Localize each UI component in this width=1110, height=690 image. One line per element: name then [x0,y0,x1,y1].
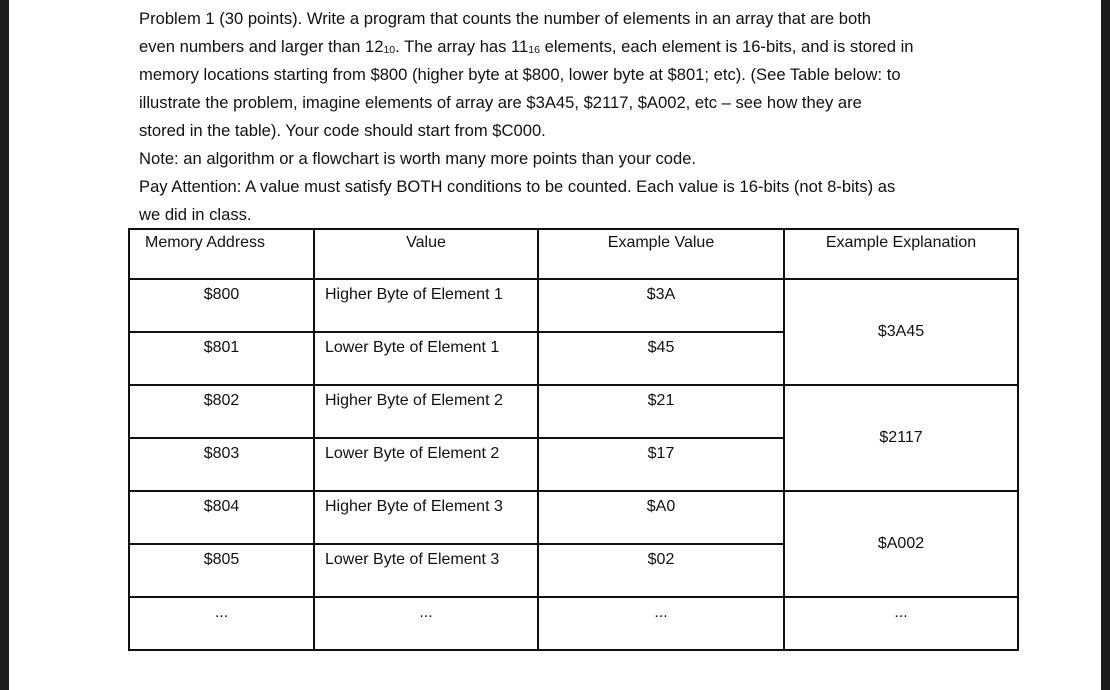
attention-line-1: Pay Attention: A value must satisfy BOTH conditions to be counted. Each value is 16-bits (not 8-bits) as [139,177,896,196]
subscript-base-10: 10 [383,44,396,56]
address-cell: $802 [129,385,314,438]
address-cell: $805 [129,544,314,597]
problem-line-3: memory locations starting from $800 (higher byte at $800, lower byte at $801; etc). (See Table below: to [139,65,901,84]
value-cell: Higher Byte of Element 3 [314,491,538,544]
example-cell: $02 [538,544,784,597]
header-value: Value [314,229,538,279]
address-cell: ... [129,597,314,650]
value-cell: ... [314,597,538,650]
problem-line-2-a: even numbers and larger than 12 [139,37,384,56]
problem-line-4: illustrate the problem, imagine elements of array are $3A45, $2117, $A002, etc – see how they are [139,93,862,112]
example-cell: $45 [538,332,784,385]
explanation-cell: $2117 [784,385,1018,491]
problem-line-5: stored in the table). Your code should start from $C000. [139,121,546,140]
problem-line-2-c: elements, each element is 16-bits, and is stored in [539,37,914,56]
example-cell: $A0 [538,491,784,544]
header-example-value: Example Value [538,229,784,279]
value-cell: Higher Byte of Element 2 [314,385,538,438]
address-cell: $801 [129,332,314,385]
example-cell: $3A [538,279,784,332]
problem-line-1: Problem 1 (30 points). Write a program that counts the number of elements in an array that are both [139,9,872,28]
value-cell: Higher Byte of Element 1 [314,279,538,332]
memory-table [128,228,1019,651]
left-edge-bar [0,0,9,690]
explanation-cell: $A002 [784,491,1018,597]
table-header-row [129,229,1018,279]
note-line: Note: an algorithm or a flowchart is worth many more points than your code. [139,149,697,168]
table-row [129,279,1018,332]
value-cell: Lower Byte of Element 3 [314,544,538,597]
example-cell: $17 [538,438,784,491]
header-example-explanation: Example Explanation [784,229,1018,279]
address-cell: $800 [129,279,314,332]
problem-statement [139,5,999,229]
table-row [129,385,1018,438]
address-cell: $804 [129,491,314,544]
explanation-cell: ... [784,597,1018,650]
example-cell: ... [538,597,784,650]
value-cell: Lower Byte of Element 1 [314,332,538,385]
header-memory-address: Memory Address [129,229,314,279]
value-cell: Lower Byte of Element 2 [314,438,538,491]
table-row [129,491,1018,544]
subscript-base-16: 16 [528,44,540,56]
problem-line-2 [139,33,999,61]
explanation-cell: $3A45 [784,279,1018,385]
right-edge-bar [1101,0,1110,690]
example-cell: $21 [538,385,784,438]
problem-line-2-b: . The array has 11 [395,37,529,56]
address-cell: $803 [129,438,314,491]
attention-line-2: we did in class. [139,205,252,224]
table-row-ellipsis [129,597,1018,650]
